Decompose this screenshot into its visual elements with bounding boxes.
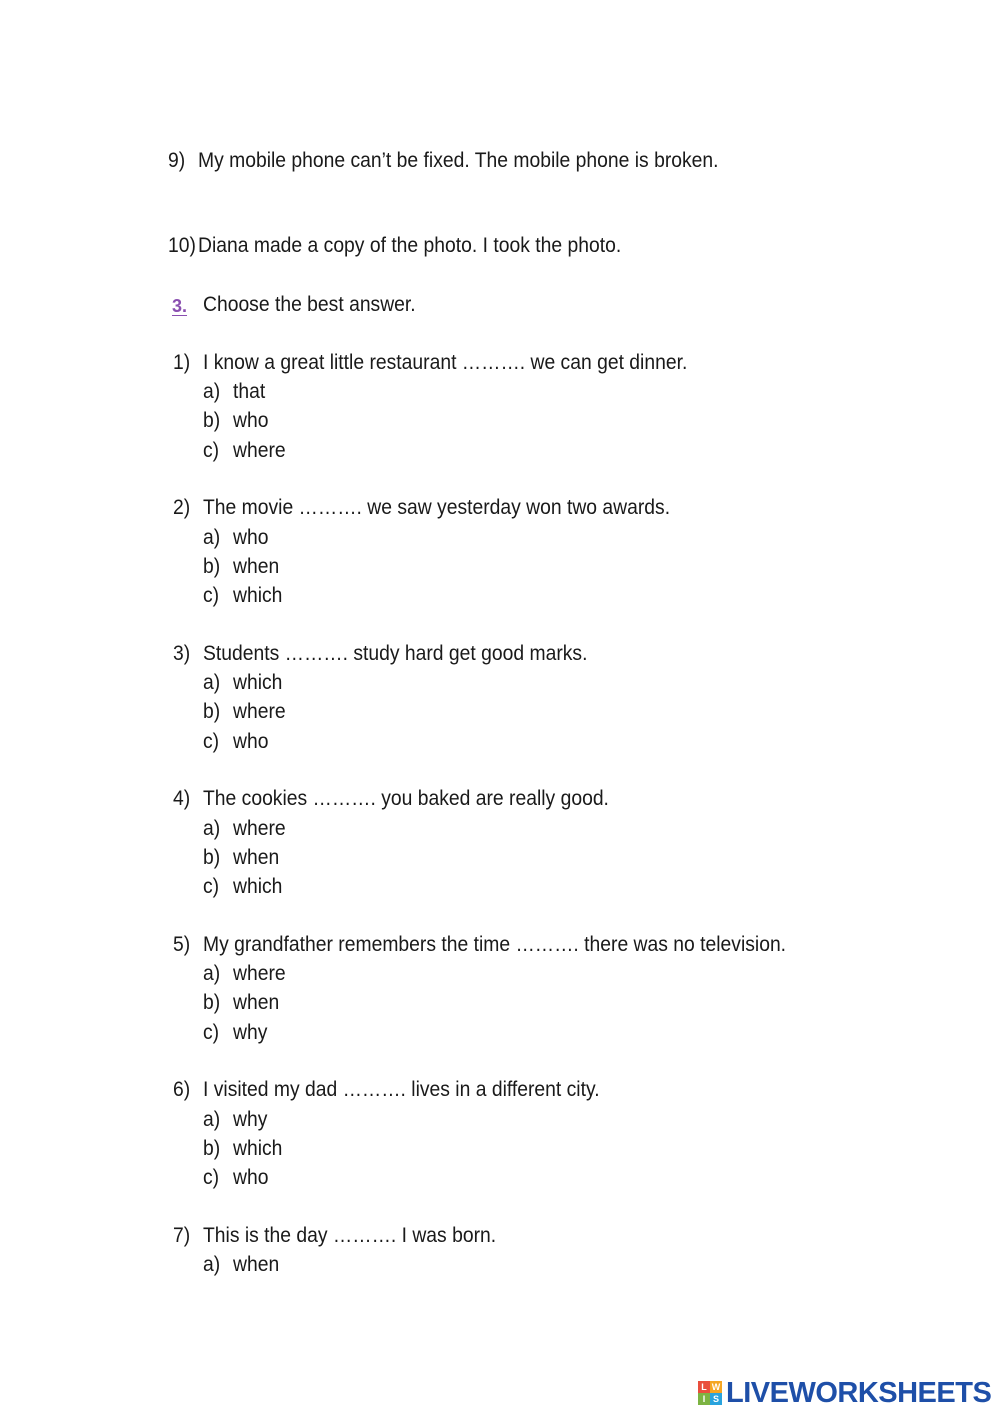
option-letter: c) (203, 730, 220, 753)
option-letter: b) (203, 700, 221, 723)
option-text[interactable]: where (233, 817, 286, 840)
option-letter: b) (203, 1137, 221, 1160)
question-number: 6) (173, 1078, 191, 1101)
question-text: My grandfather remembers the time ………. there was no television. (203, 933, 787, 956)
option-letter: a) (203, 817, 221, 840)
option-text[interactable]: when (233, 555, 280, 578)
option-letter: c) (203, 1021, 220, 1044)
question-text: Students ………. study hard get good marks. (203, 642, 588, 665)
liveworksheets-logo-icon: L W I S (698, 1381, 722, 1405)
option-text[interactable]: when (233, 1253, 280, 1276)
option-text[interactable]: which (233, 875, 283, 898)
prev-item-text: Diana made a copy of the photo. I took the photo. (198, 234, 622, 257)
option-letter: a) (203, 1108, 221, 1131)
option-text[interactable]: where (233, 439, 286, 462)
option-letter: a) (203, 526, 221, 549)
option-letter: c) (203, 584, 220, 607)
option-letter: a) (203, 671, 221, 694)
option-letter: b) (203, 409, 221, 432)
option-text[interactable]: why (233, 1021, 268, 1044)
question-number: 5) (173, 933, 191, 956)
option-letter: c) (203, 439, 220, 462)
prev-item-text: My mobile phone can’t be fixed. The mobile phone is broken. (198, 149, 719, 172)
option-letter: a) (203, 962, 221, 985)
option-text[interactable]: who (233, 409, 269, 432)
option-letter: b) (203, 991, 221, 1014)
option-letter: a) (203, 380, 221, 403)
option-text[interactable]: who (233, 1166, 269, 1189)
option-text[interactable]: which (233, 1137, 283, 1160)
option-text[interactable]: which (233, 584, 283, 607)
question-number: 3) (173, 642, 191, 665)
option-text[interactable]: where (233, 962, 286, 985)
option-text[interactable]: who (233, 526, 269, 549)
option-text[interactable]: who (233, 730, 269, 753)
option-letter: c) (203, 1166, 220, 1189)
option-text[interactable]: which (233, 671, 283, 694)
question-number: 2) (173, 496, 191, 519)
question-text: I visited my dad ………. lives in a different city. (203, 1078, 600, 1101)
option-letter: b) (203, 846, 221, 869)
option-letter: a) (203, 1253, 221, 1276)
option-text[interactable]: that (233, 380, 266, 403)
prev-item-number: 10) (168, 234, 196, 257)
question-text: The movie ………. we saw yesterday won two awards. (203, 496, 671, 519)
option-letter: c) (203, 875, 220, 898)
prev-item-number: 9) (168, 149, 186, 172)
question-number: 4) (173, 787, 191, 810)
question-text: This is the day ………. I was born. (203, 1224, 497, 1247)
question-number: 7) (173, 1224, 191, 1247)
question-text: The cookies ………. you baked are really good. (203, 787, 609, 810)
section-title: Choose the best answer. (203, 293, 416, 316)
section-number: 3. (172, 296, 188, 316)
option-text[interactable]: when (233, 991, 280, 1014)
option-text[interactable]: when (233, 846, 280, 869)
option-text[interactable]: where (233, 700, 286, 723)
question-number: 1) (173, 351, 191, 374)
liveworksheets-logo[interactable] (698, 1378, 991, 1408)
question-text: I know a great little restaurant ………. we can get dinner. (203, 351, 688, 374)
option-letter: b) (203, 555, 221, 578)
option-text[interactable]: why (233, 1108, 268, 1131)
logo-text: LIVEWORKSHEETS (726, 1376, 992, 1409)
